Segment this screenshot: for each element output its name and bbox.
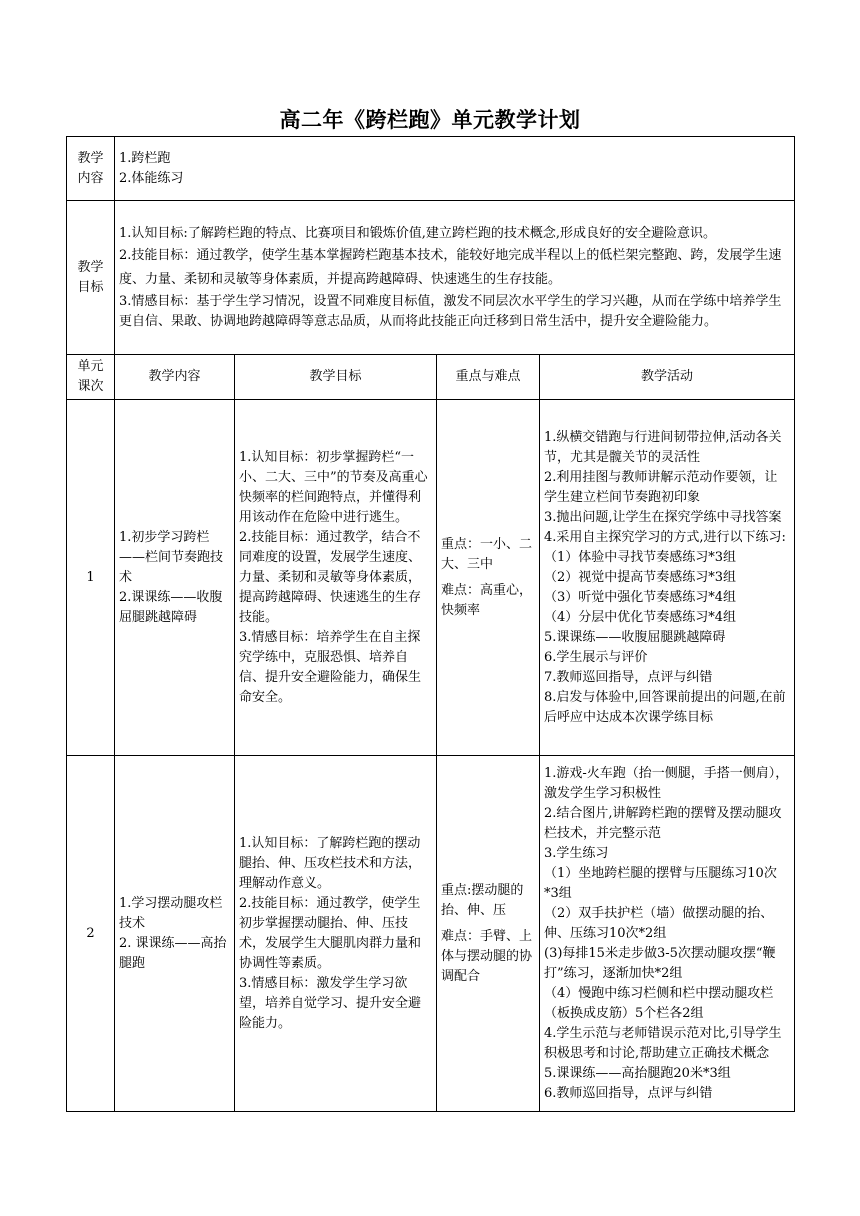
key-point: 重点:摆动腿的抬、伸、压 (441, 882, 524, 918)
difficulty-point: 难点：高重心，快频率 (441, 582, 533, 618)
activity-item: （3）听觉中强化节奏感练习*4组 (544, 589, 737, 605)
activity-item: （1）体验中寻找节奏感练习*3组 (544, 549, 737, 565)
goals-header: 教学目标 (235, 355, 437, 400)
activity-item: 1.纵横交错跑与行进间韧带拉伸,活动各关节，尤其是髋关节的灵活性 (544, 429, 782, 465)
header-row (67, 355, 795, 400)
objective-item: 3.情感目标：基于学生学习情况，设置不同难度目标值，激发不同层次水平学生的学习兴趣，从而在学练中培养学生更自信、果敢、协调地跨越障碍等意志品质，从而将此技能正向迁移到日常生活中，提升安全避险能力。 (119, 293, 782, 329)
objective-item: 2.技能目标：通过教学，使学生基本掌握跨栏跑基本技术，能较好地完成半程以上的低栏架完整跑、跨，发展学生速度、力量、柔韧和灵敏等身体素质，并提高跨越障碍、快速逃生的生存技能。 (119, 247, 782, 287)
content-cell (115, 137, 795, 201)
key-point: 重点：一小、二大、三中 (441, 536, 533, 572)
lesson-goals: 1.认知目标：了解跨栏跑的摆动腿抬、伸、压攻栏技术和方法，理解动作意义。 2.技能目标：通过教学，使学生初步掌握摆动腿抬、伸、压技术，发展学生大腿肌肉群力量和协调性等素质。 3.情感目标：激发学生学习欲望，培养自觉学习、提升安全避险能力。 (235, 756, 437, 1112)
objectives-label: 教学 目标 (67, 201, 115, 355)
activity-item: 5.课课练——高抬腿跑20米*3组 (544, 1065, 731, 1081)
lesson-activities (540, 756, 795, 1112)
lesson-number: 1 (67, 400, 115, 756)
activity-item: 2.利用挂图与教师讲解示范动作要领，让学生建立栏间节奏跑初印象 (544, 469, 778, 505)
keypoints-header: 重点与难点 (437, 355, 540, 400)
activity-item: 5.课课练——收腹屈腿跳越障碍 (544, 629, 726, 645)
lesson-content: 1.初步学习跨栏——栏间节奏跑技术 2.课课练——收腹屈腿跳越障碍 (115, 400, 235, 756)
teaching-plan-table (66, 136, 795, 1112)
objective-item: 1.认知目标:了解跨栏跑的特点、比赛项目和锻炼价值,建立跨栏跑的技术概念,形成良好的安全避险意识。 (119, 225, 717, 241)
activity-item: 6.教师巡回指导，点评与纠错 (544, 1085, 713, 1101)
lesson-keypoints (437, 756, 540, 1112)
activity-item: （1）坐地跨栏腿的摆臂与压腿练习10次*3组 (544, 865, 777, 901)
content-item: 1.跨栏跑 (119, 150, 171, 166)
activity-item: （2）视觉中提高节奏感练习*3组 (544, 569, 737, 585)
activity-item: 3.学生练习 (544, 845, 609, 861)
activity-item: （4）慢跑中练习栏侧和栏中摆动腿攻栏（板换成皮筋）5个栏各2组 (544, 985, 774, 1021)
page-title: 高二年《跨栏跑》单元教学计划 (279, 108, 581, 132)
activity-item: 7.教师巡回指导，点评与纠错 (544, 669, 713, 685)
content-row (67, 137, 795, 201)
lesson-row (67, 400, 795, 756)
content-header: 教学内容 (115, 355, 235, 400)
activity-item: 6.学生展示与评价 (544, 649, 648, 665)
content-label: 教学 内容 (67, 137, 115, 201)
activity-item: 1.游戏-火车跑（抬一侧腿，手搭一侧肩），激发学生学习积极性 (544, 765, 789, 801)
activity-item: 3.抛出问题,让学生在探究学练中寻找答案 (544, 509, 782, 525)
lesson-number: 2 (67, 756, 115, 1112)
difficulty-point: 难点：手臂、上体与摆动腿的协调配合 (441, 928, 533, 984)
activities-header: 教学活动 (540, 355, 795, 400)
activity-item: 4.学生示范与老师错误示范对比,引导学生积极思考和讨论,帮助建立正确技术概念 (544, 1025, 782, 1061)
lesson-content: 1.学习摆动腿攻栏技术 2. 课课练——高抬腿跑 (115, 756, 235, 1112)
activity-item: 4.采用自主探究学习的方式,进行以下练习: (544, 529, 786, 545)
activity-item: （4）分层中优化节奏感练习*4组 (544, 609, 737, 625)
activity-item: 8.启发与体验中,回答课前提出的问题,在前后呼应中达成本次课学练目标 (544, 689, 786, 725)
activity-item: 2.结合图片,讲解跨栏跑的摆臂及摆动腿攻栏技术，并完整示范 (544, 805, 782, 841)
lesson-goals: 1.认知目标：初步掌握跨栏“一小、二大、三中”的节奏及高重心快频率的栏间跑特点，并懂得利用该动作在危险中进行逃生。 2.技能目标：通过教学，结合不同难度的设置，发展学生速度、力量、柔韧和灵敏等身体素质，提高跨越障碍、快速逃生的生存技能。 3.情感目标：培养学生在自主探究学练中，克服恐惧、培养自信、提升安全避险能力，确保生命安全。 (235, 400, 437, 756)
activity-item: (3)每排15米走步做3-5次摆动腿攻摆“鞭打”练习，逐渐加快*2组 (544, 945, 776, 981)
unit-header: 单元 课次 (67, 355, 115, 400)
objectives-cell (115, 201, 795, 355)
objectives-row (67, 201, 795, 355)
lesson-keypoints (437, 400, 540, 756)
content-item: 2.体能练习 (119, 170, 184, 186)
lesson-row (67, 756, 795, 1112)
activity-item: （2）双手扶护栏（墙）做摆动腿的抬、伸、压练习10次*2组 (544, 905, 774, 941)
lesson-activities (540, 400, 795, 756)
